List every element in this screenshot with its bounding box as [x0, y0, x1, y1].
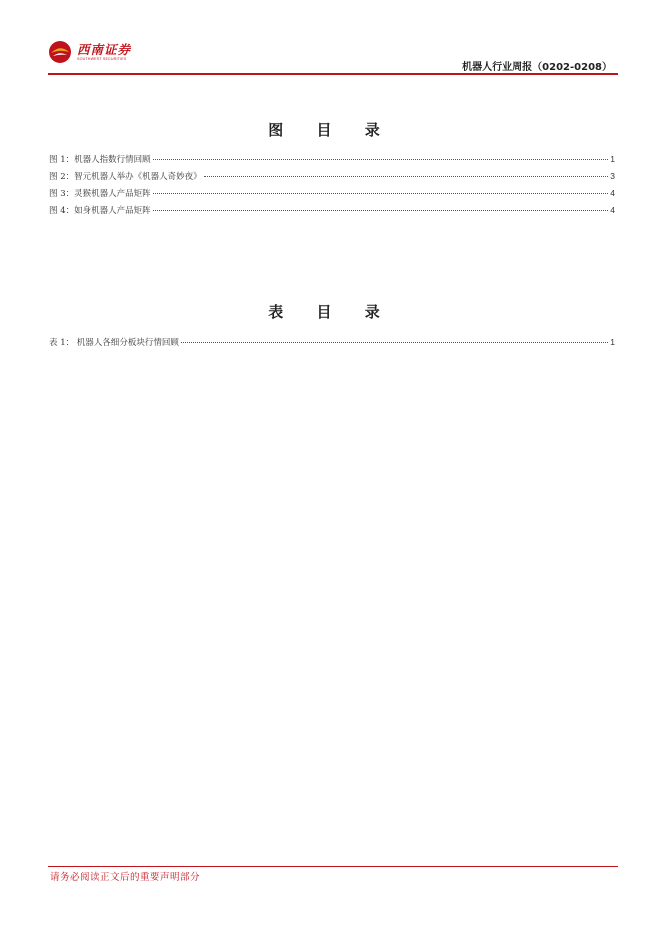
page-header [48, 36, 618, 74]
tables-toc-heading: 表 目 录 [268, 303, 394, 321]
toc-entry-label: 图 3：灵猴机器人产品矩阵 [49, 189, 151, 199]
footer-divider [48, 866, 618, 867]
toc-entry[interactable] [49, 336, 615, 353]
toc-entry-label: 图 1：机器人指数行情回顾 [49, 155, 151, 165]
toc-entry[interactable] [49, 170, 615, 187]
toc-leader-dots [153, 210, 609, 211]
figures-toc-heading: 图 目 录 [268, 121, 394, 139]
toc-entry[interactable] [49, 187, 615, 204]
logo-icon [48, 40, 72, 64]
toc-entry-page: 1 [610, 154, 615, 164]
toc-entry-label: 图 4：如身机器人产品矩阵 [49, 206, 151, 216]
toc-entry-page: 4 [610, 188, 615, 198]
toc-entry[interactable] [49, 204, 615, 221]
toc-leader-dots [181, 342, 608, 343]
toc-leader-dots [204, 176, 609, 177]
report-title: 机器人行业周报（0202-0208） [462, 62, 612, 73]
figures-toc-list [49, 153, 615, 221]
toc-entry-page: 4 [610, 205, 615, 215]
toc-entry-label: 图 2：智元机器人举办《机器人奇妙夜》 [49, 172, 202, 182]
logo-chinese-name: 西南证券 [77, 41, 132, 57]
logo-english-name: SOUTHWEST SECURITIES [77, 56, 127, 61]
footer-disclaimer: 请务必阅读正文后的重要声明部分 [50, 872, 201, 883]
company-logo [48, 40, 131, 64]
toc-leader-dots [153, 193, 609, 194]
toc-entry-page: 1 [610, 337, 615, 347]
toc-leader-dots [153, 159, 609, 160]
header-divider [48, 73, 618, 75]
toc-entry-label: 表 1： 机器人各细分板块行情回顾 [49, 338, 179, 348]
tables-toc-list [49, 336, 615, 353]
toc-entry-page: 3 [610, 171, 615, 181]
toc-entry[interactable] [49, 153, 615, 170]
